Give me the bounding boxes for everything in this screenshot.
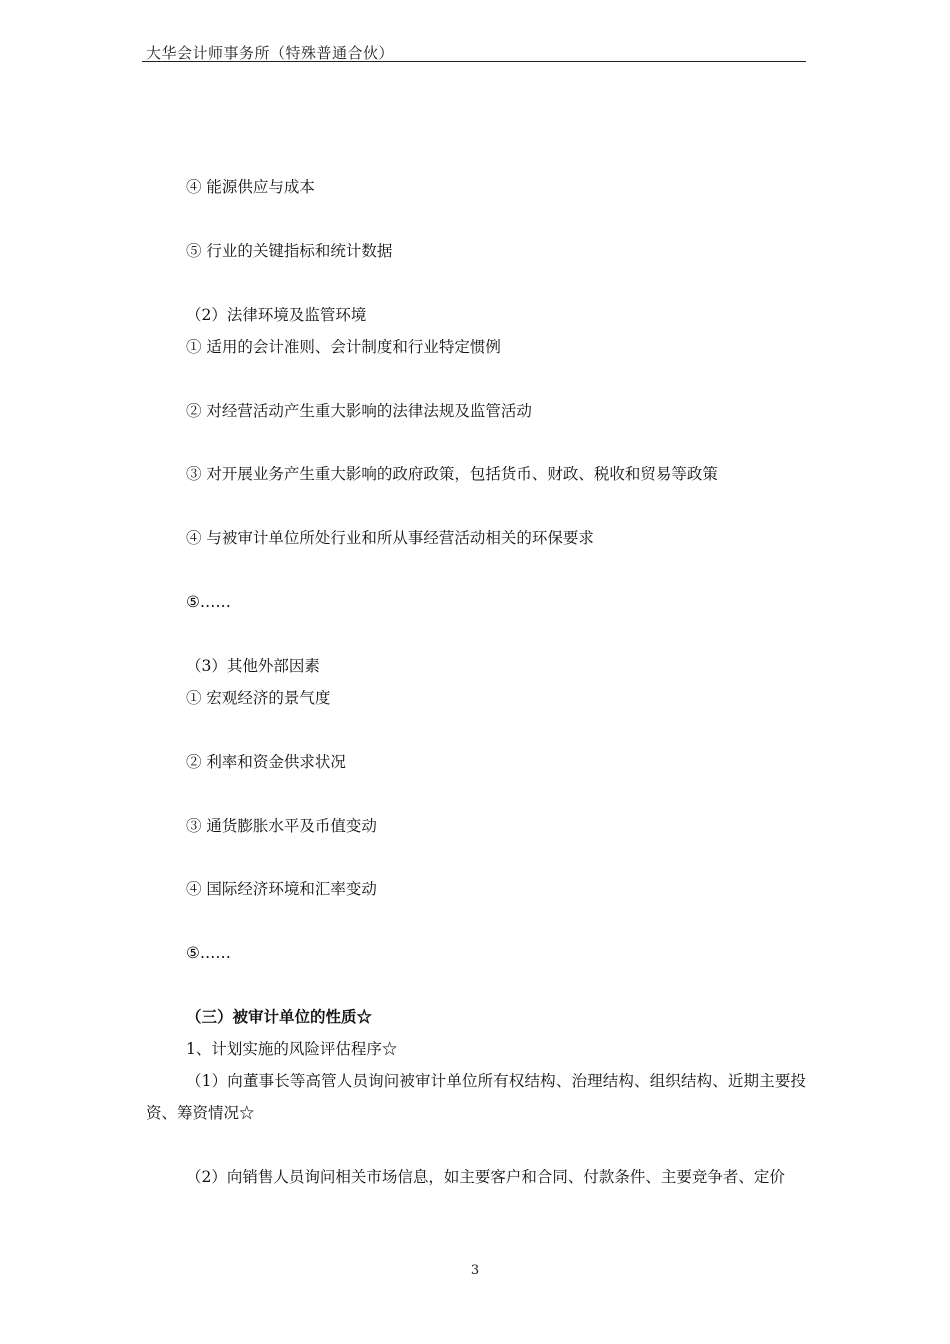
list-item: ⑤…… (186, 593, 231, 611)
section-heading: （2）法律环境及监管环境 (186, 306, 367, 324)
header-divider (142, 61, 806, 62)
list-item: ④ 能源供应与成本 (186, 178, 315, 196)
subsection-heading: 1、计划实施的风险评估程序☆ (186, 1040, 398, 1058)
list-item: ③ 对开展业务产生重大影响的政府政策，包括货币、财政、税收和贸易等政策 (186, 465, 718, 483)
list-item: ① 宏观经济的景气度 (186, 689, 331, 707)
header-firm-name: 大华会计师事务所（特殊普通合伙） (146, 44, 395, 62)
list-item: ③ 通货膨胀水平及币值变动 (186, 817, 377, 835)
list-item: ① 适用的会计准则、会计制度和行业特定惯例 (186, 338, 501, 356)
section-heading: （三）被审计单位的性质☆ (186, 1007, 373, 1026)
list-item: ⑤ 行业的关键指标和统计数据 (186, 242, 393, 260)
list-item: ⑤…… (186, 944, 231, 962)
list-item: ④ 与被审计单位所处行业和所从事经营活动相关的环保要求 (186, 529, 594, 547)
page-number: 3 (470, 1263, 480, 1278)
list-item: ② 利率和资金供求状况 (186, 753, 346, 771)
paragraph: （1）向董事长等高管人员询问被审计单位所有权结构、治理结构、组织结构、近期主要投资、筹资情况☆ (146, 1072, 806, 1122)
section-heading: （3）其他外部因素 (186, 657, 320, 675)
list-item: ② 对经营活动产生重大影响的法律法规及监管活动 (186, 402, 532, 420)
paragraph: （2）向销售人员询问相关市场信息，如主要客户和合同、付款条件、主要竞争者、定价 (186, 1168, 785, 1186)
list-item: ④ 国际经济环境和汇率变动 (186, 880, 377, 898)
